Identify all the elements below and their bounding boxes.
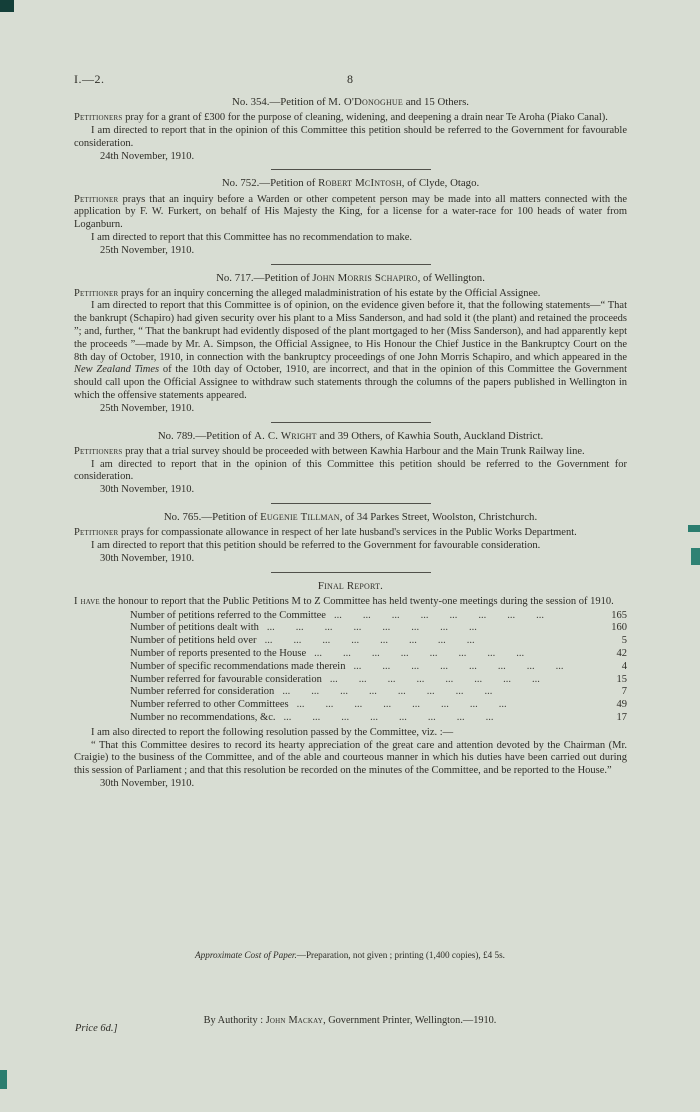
petition-heading [74, 96, 627, 109]
petition-date: 25th November, 1910. [100, 244, 195, 256]
committee-recommendation: I am directed to report that this petition should be referred to the Government for favourable consideration. [91, 539, 541, 551]
statistics-table [130, 610, 627, 725]
petition-prayer [74, 112, 627, 125]
petition-section-717 [74, 272, 627, 423]
paragraph-text: prays for compassionate allowance in respect of her late husband's services in the Public Works Department. [118, 527, 577, 539]
document-content [74, 92, 627, 792]
petition-date: 30th November, 1910. [100, 552, 195, 564]
dot-leader: ... ... ... ... ... ... ... ... [296, 699, 507, 711]
petition-section-789 [74, 430, 627, 504]
cost-note [0, 950, 700, 960]
newspaper-title: New Zealand Times [74, 364, 160, 376]
scan-mark-bottom-left [0, 1070, 7, 1089]
section-divider [271, 422, 431, 423]
petition-heading [74, 177, 627, 190]
section-divider [271, 572, 431, 573]
scan-mark-right-lower [691, 548, 700, 565]
petitioner-name: John Morris Schapiro [312, 271, 418, 284]
cost-note-text: —Preparation, not given ; printing (1,400 copies), £4 5s. [296, 950, 505, 960]
printer-name: John Mackay [265, 1015, 324, 1026]
stat-value: 49 [616, 699, 627, 711]
petition-prayer [74, 446, 627, 459]
stat-label: Number of reports presented to the House [130, 647, 307, 659]
petition-date: 24th November, 1910. [100, 150, 195, 162]
petition-heading [74, 272, 627, 285]
stat-value: 17 [616, 711, 627, 723]
table-row [130, 610, 627, 623]
section-divider [271, 169, 431, 170]
table-row [130, 661, 627, 674]
petition-prayer [74, 194, 627, 232]
heading-prefix: No. 354.—Petition of [232, 96, 329, 108]
petitioner-name: Eugenie Tillman [260, 511, 340, 524]
table-row [130, 686, 627, 699]
price-label: Price 6d.] [75, 1023, 118, 1034]
paragraph-lead: I have [74, 595, 100, 607]
petition-section-765 [74, 511, 627, 573]
table-row [130, 699, 627, 712]
page-number: 8 [347, 72, 353, 86]
paragraph-text: the honour to report that the Public Petitions M to Z Committee has held twenty-one meetings during the session of 1910. [99, 595, 614, 607]
scan-mark-right-upper [688, 525, 700, 532]
dot-leader: ... ... ... ... ... ... ... ... [264, 635, 475, 647]
dot-leader: ... ... ... ... ... ... ... ... [282, 686, 493, 698]
petitioner-name: M. O'Donoghue [328, 96, 403, 108]
heading-prefix: No. 717.—Petition of [216, 271, 313, 284]
heading-suffix: and 15 Others. [403, 96, 469, 108]
final-report-intro [74, 596, 627, 609]
paragraph-text: I am directed to report that this Committee is of opinion, on the evidence given before it, that the following statements—“ That the bankrupt (Schapiro) had given security over his plant to a Miss Sanderson, and had sold it (the plant) and retained the proceeds ”; and, further, “ That the bankrupt had evidently disposed of the plant mortgaged to her (Miss Sanderson), and had apparently kept the proceeds ”—made by Mr. A. Simpson, the Official Assignee, to His Honour the Chief Justice in the Bankruptcy Court on the 8th day of October, 1910, in connection with the bankruptcy proceedings of one John Morris Schapiro, and which appeared in the [74, 300, 627, 363]
committee-recommendation: I am directed to report that in the opinion of this Committee this petition should be referred to the Government for consideration. [74, 458, 627, 483]
heading-prefix: No. 789.—Petition of [157, 429, 255, 442]
paragraph-text: prays for an inquiry concerning the alleged maladministration of his estate by the Official Assignee. [118, 287, 541, 299]
petitioner-name: Robert McIntosh [318, 177, 402, 190]
petitioner-name: A. C. Wright [254, 429, 317, 442]
stat-value: 15 [616, 673, 627, 685]
authority-prefix: By Authority : [203, 1015, 266, 1026]
final-report-date: 30th November, 1910. [100, 777, 195, 789]
paragraph-text: pray for a grant of £300 for the purpose of cleaning, widening, and deepening a drain near Te Aroha (Piako Canal). [122, 112, 608, 124]
stat-label: Number of petitions referred to the Committee [130, 609, 326, 621]
petition-prayer [74, 288, 627, 301]
petition-prayer [74, 527, 627, 540]
page-header [74, 72, 626, 88]
dot-leader: ... ... ... ... ... ... ... ... [283, 711, 494, 723]
dot-leader: ... ... ... ... ... ... ... ... [266, 622, 477, 634]
petition-section-752 [74, 177, 627, 264]
paragraph-lead: Petitioner [74, 287, 119, 299]
stat-value: 5 [621, 635, 627, 647]
heading-suffix: , of Wellington. [417, 271, 485, 284]
resolution-intro: I am also directed to report the following resolution passed by the Committee, viz. :— [91, 726, 454, 738]
paragraph-lead: Petitioner [74, 193, 119, 205]
dot-leader: ... ... ... ... ... ... ... ... [314, 647, 525, 659]
stat-label: Number referred for favourable consideration [130, 673, 322, 685]
authority-suffix: , Government Printer, Wellington.—1910. [323, 1015, 497, 1026]
paragraph-lead: Petitioners [74, 445, 123, 457]
section-divider [271, 503, 431, 504]
heading-suffix: and 39 Others, of Kawhia South, Auckland District. [316, 429, 544, 442]
paragraph-lead: Petitioners [74, 112, 123, 124]
stat-label: Number referred for consideration [130, 686, 275, 698]
stat-label: Number of petitions dealt with [130, 622, 259, 634]
stat-value: 42 [616, 647, 627, 659]
stat-value: 160 [611, 622, 627, 634]
heading-prefix: No. 752.—Petition of [221, 177, 319, 190]
petition-heading [74, 430, 627, 443]
stat-label: Number referred to other Committees [130, 699, 289, 711]
stat-label: Number no recommendations, &c. [130, 711, 276, 723]
table-row [130, 712, 627, 725]
committee-recommendation [74, 300, 627, 402]
final-report-section [74, 580, 627, 791]
stat-value: 165 [611, 609, 627, 621]
heading-suffix: , of Clyde, Otago. [401, 177, 480, 190]
final-report-title: Final Report. [317, 579, 384, 592]
stat-label: Number of specific recommendations made therein [130, 660, 346, 672]
cost-note-title: Approximate Cost of Paper. [195, 950, 297, 960]
dot-leader: ... ... ... ... ... ... ... ... [329, 673, 540, 685]
paragraph-text: pray that a trial survey should be proceeded with between Kawhia Harbour and the Main Trunk Railway line. [122, 445, 585, 457]
document-reference: I.—2. [74, 72, 105, 86]
heading-prefix: No. 765.—Petition of [163, 511, 261, 524]
heading-suffix: , of 34 Parkes Street, Woolston, Christchurch. [339, 511, 538, 524]
committee-recommendation: I am directed to report that this Committee has no recommendation to make. [91, 231, 413, 243]
committee-recommendation: I am directed to report that in the opinion of this Committee this petition should be referred to the Government for favourable consideration. [74, 124, 627, 149]
scan-mark-top-left [0, 0, 14, 12]
petition-date: 25th November, 1910. [100, 402, 195, 414]
resolution-text: “ That this Committee desires to record its hearty appreciation of the great care and attention devoted by the Chairman (Mr. Craigie) to the business of the Committee, and of the able and courteous manner in which his duties have been carried out during this session of Parliament ; and that this resolution be recorded on the minutes of the Committee, and be reported to the House.” [74, 739, 627, 777]
petition-section-354 [74, 96, 627, 170]
table-row [130, 622, 627, 635]
table-row [130, 648, 627, 661]
stat-value: 4 [621, 660, 627, 672]
paragraph-lead: Petitioner [74, 527, 119, 539]
petition-heading [74, 511, 627, 524]
stat-label: Number of petitions held over [130, 635, 257, 647]
stat-value: 7 [621, 686, 627, 698]
dot-leader: ... ... ... ... ... ... ... ... [333, 609, 544, 621]
petition-date: 30th November, 1910. [100, 484, 195, 496]
dot-leader: ... ... ... ... ... ... ... ... [353, 660, 564, 672]
paragraph-text: prays that an inquiry before a Warden or other competent person may be made into all matters connected with the application by F. W. Furkert, on behalf of His Majesty the King, for a license for a water-race for 100 heads of water from Loganburn. [74, 193, 627, 231]
section-divider [271, 264, 431, 265]
table-row [130, 674, 627, 687]
paragraph-text: of the 10th day of October, 1910, are incorrect, and that in the opinion of this Committee the Government should call upon the Official Assignee to withdraw such statements through the columns of the papers published in Wellington in which the offensive statements appeared. [74, 364, 628, 402]
table-row [130, 635, 627, 648]
